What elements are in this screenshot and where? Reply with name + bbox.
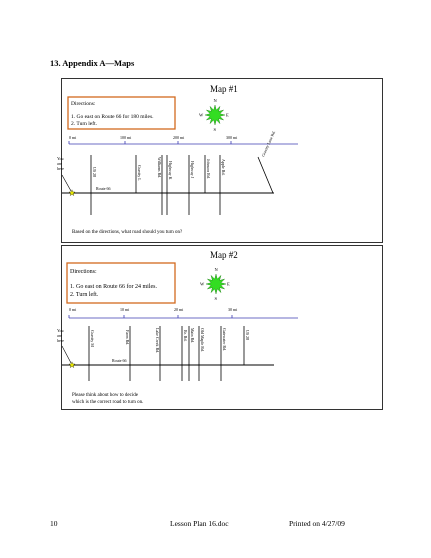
scale-label: 100 mi: [120, 135, 132, 140]
scale-label: 0 mi: [69, 307, 77, 312]
you-are-here-label: here: [57, 338, 64, 343]
compass-n: N: [213, 98, 217, 103]
road-label: US 28: [245, 330, 250, 341]
page-heading: 13. Appendix A—Maps: [50, 58, 135, 68]
compass-e: E: [226, 112, 229, 118]
road-label: Main Rd.: [190, 328, 195, 344]
compass-e: E: [227, 281, 230, 287]
compass-s: S: [214, 296, 218, 301]
compass-rose: [199, 98, 229, 132]
compass-rose: [200, 267, 230, 301]
road-label: Gravity Lane Rd.: [260, 129, 277, 158]
map-1-drawing: [57, 79, 382, 242]
scale-label: 0 mi: [69, 135, 77, 140]
road-label: Br. Rd.: [183, 330, 188, 342]
map-question: Based on the directions, what road should you turn on?: [72, 230, 183, 235]
compass-n: N: [214, 267, 218, 272]
road-label: US 28: [92, 167, 97, 178]
map-title: Map #1: [210, 84, 238, 94]
road-label: Johnson Rd.: [206, 159, 211, 179]
road-label: Lake Creek Rd.: [155, 328, 160, 354]
route-66-label: Route 66: [96, 186, 111, 191]
direction-step-1: 1. Go east on Route 66 for 180 miles.: [71, 114, 154, 120]
road-label: Highway K: [168, 161, 173, 180]
start-star-icon: [69, 362, 75, 368]
direction-step-2: 2. Turn left.: [71, 121, 97, 127]
directions-label: Directions:: [71, 101, 96, 107]
road-label: Gravity M: [90, 330, 95, 347]
road-label: Apple Rd.: [221, 159, 226, 176]
direction-step-1: 1. Go east on Route 66 for 24 miles.: [70, 284, 157, 290]
map-question: Please think about how to decide: [72, 393, 138, 398]
you-are-here-arrow: [62, 346, 71, 363]
footer-print-date: Printed on 4/27/09: [289, 519, 345, 528]
map-question: which is the correct road to turn on.: [72, 400, 144, 405]
scale-label: 10 mi: [120, 307, 130, 312]
scale-label: 20 mi: [174, 307, 184, 312]
you-are-here-label: You: [57, 328, 64, 333]
direction-step-2: 2. Turn left.: [70, 292, 99, 298]
map-title: Map #2: [210, 250, 238, 260]
road-label: Gravity L: [137, 165, 142, 181]
map-1-panel: [57, 78, 383, 243]
compass-w: W: [200, 281, 205, 287]
scale-label: 30 mi: [228, 307, 238, 312]
road-label: Highway J: [190, 161, 195, 179]
road-label: Farm Rd.: [125, 330, 130, 346]
scale-label: 300 mi: [226, 135, 238, 140]
compass-star-icon: [205, 105, 225, 125]
directions-label: Directions:: [70, 269, 97, 275]
road-line: [258, 157, 273, 193]
route-66-label: Route 66: [112, 358, 127, 363]
you-are-here-label: are: [57, 161, 62, 166]
compass-s: S: [213, 127, 217, 132]
start-star-icon: [69, 190, 75, 196]
map-2-drawing: [57, 246, 382, 409]
scale-label: 200 mi: [173, 135, 185, 140]
you-are-here-label: here: [57, 166, 64, 171]
road-label: Williams Rd.: [157, 157, 162, 179]
compass-w: W: [199, 112, 204, 118]
road-label: Old Maple Rd.: [200, 328, 205, 352]
footer-filename: Lesson Plan 16.doc: [170, 519, 229, 528]
map-2-panel: [57, 245, 383, 410]
you-are-here-label: are: [57, 333, 62, 338]
you-are-here-arrow: [62, 175, 71, 191]
compass-star-icon: [206, 274, 226, 294]
footer-page-number: 10: [50, 519, 58, 528]
you-are-here-label: You: [57, 156, 64, 161]
road-label: Gatewater Rd.: [222, 328, 227, 352]
